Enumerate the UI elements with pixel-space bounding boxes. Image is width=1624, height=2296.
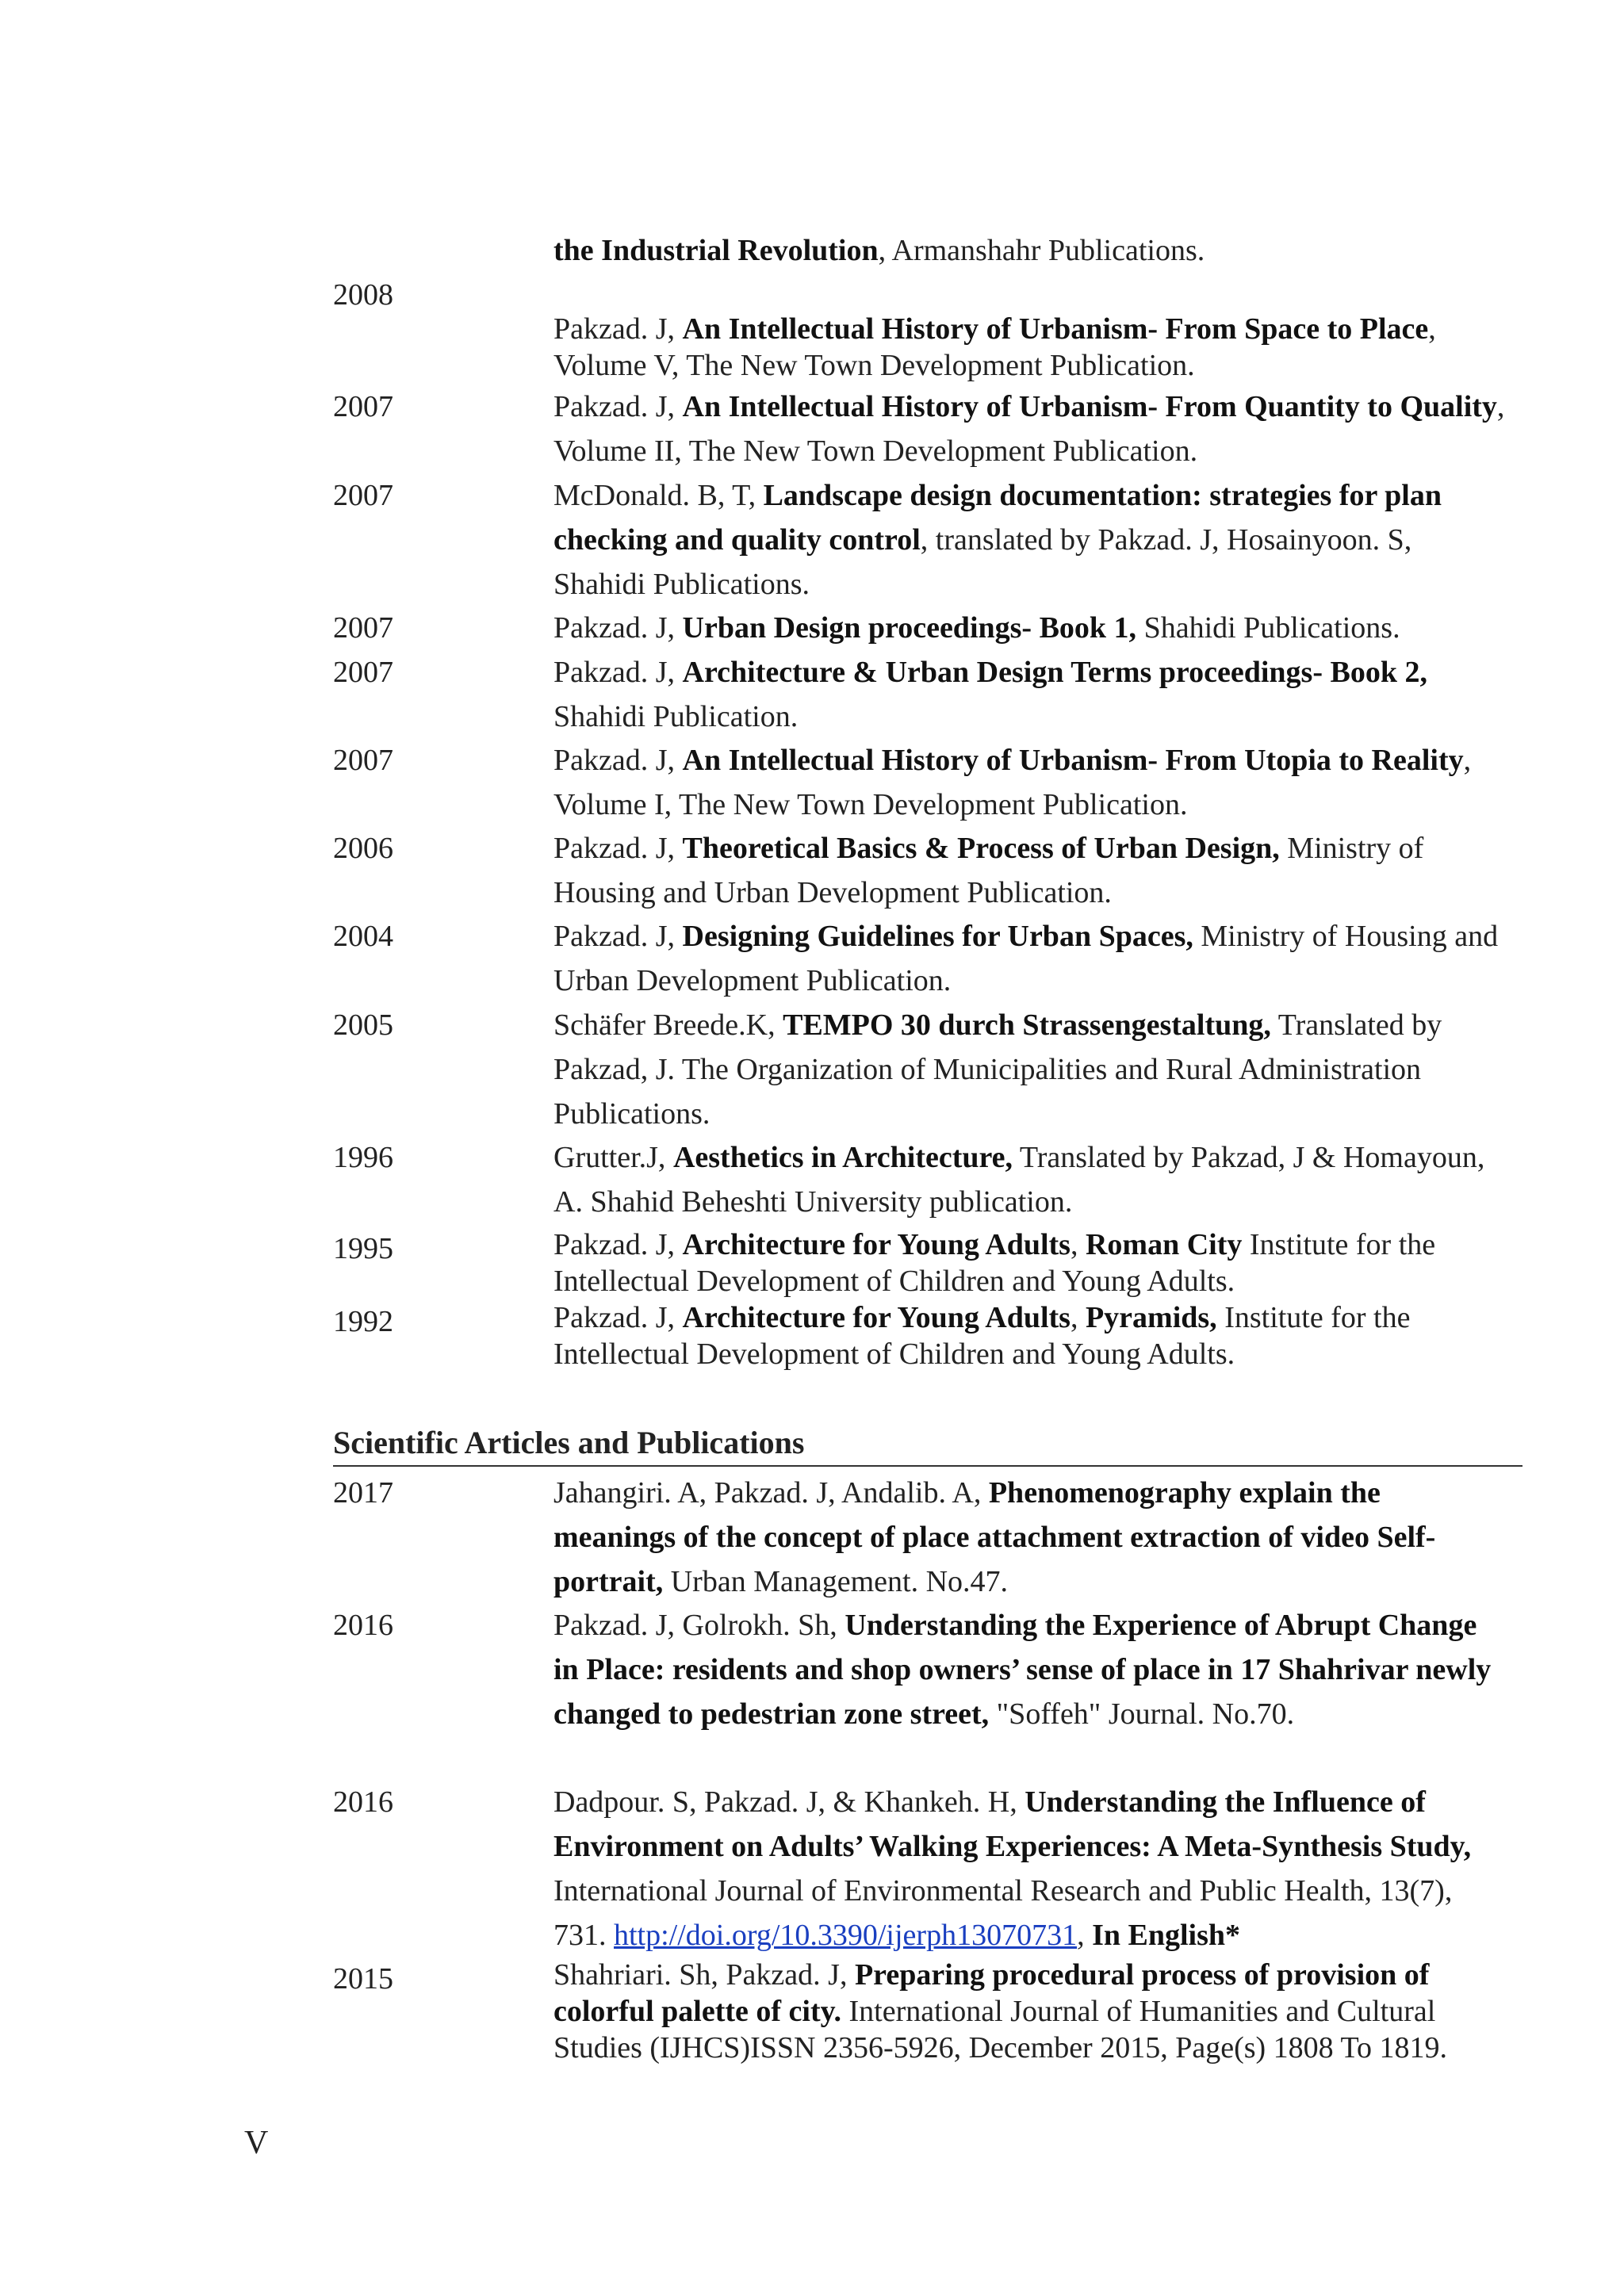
entry-title: Theoretical Basics & Process of Urban Design,	[682, 832, 1280, 865]
entry-text	[553, 650, 1509, 739]
entry-detail: Shahriari. Sh, Pakzad. J,	[553, 1958, 855, 1992]
entry-text	[553, 914, 1509, 1003]
entry-text	[553, 385, 1509, 473]
entry-text	[553, 1003, 1509, 1136]
entry-title: Landscape design documentation: strategies for plan checking and quality control	[553, 479, 1442, 557]
entry-title: Preparing procedural process of provision of colorful palette of city.	[553, 1958, 1430, 2028]
entry-detail: , translated by Pakzad. J, Hosainyoon. S, Shahidi Publications.	[553, 523, 1412, 601]
entry-detail: Pakzad. J,	[553, 611, 683, 645]
entry-text	[553, 1471, 1509, 1604]
entry-year: 1992	[333, 1305, 393, 1338]
entry-title: Architecture for Young Adults	[682, 1228, 1071, 1261]
section-heading: Scientific Articles and Publications	[333, 1421, 1522, 1467]
entry-detail: , Volume V, The New Town Development Publication.	[553, 312, 1436, 382]
entry-detail: , Armanshahr Publications.	[878, 234, 1205, 267]
entry-detail: Pakzad. J,	[553, 1301, 683, 1334]
entry-detail: McDonald. B, T,	[553, 479, 764, 512]
entry-year: 2017	[333, 1476, 393, 1510]
entry-detail: "Soffeh" Journal. No.70.	[989, 1697, 1295, 1731]
entry-title: Architecture for Young Adults	[682, 1301, 1071, 1334]
entry-detail: Jahangiri. A, Pakzad. J, Andalib. A,	[553, 1476, 989, 1510]
entry-title: Architecture & Urban Design Terms proceedings- Book 2,	[682, 656, 1427, 689]
entry-title: the Industrial Revolution	[553, 234, 879, 267]
entry-title: Aesthetics in Architecture,	[672, 1141, 1013, 1174]
entry-title: Understanding the Experience of Abrupt Change in Place: residents and shop owners’ sense of place in 17 Shahrivar newly changed to pedestrian zone street,	[553, 1609, 1492, 1731]
entry-text	[553, 228, 1509, 273]
entry-text	[553, 1957, 1509, 2066]
entry-text	[553, 1135, 1509, 1224]
doi-link[interactable]: http://doi.org/10.3390/ijerph13070731	[614, 1919, 1078, 1952]
entry-detail: Pakzad. J,	[553, 1228, 683, 1261]
entry-year: 2015	[333, 1962, 393, 1996]
entry-detail: , Volume I, The New Town Development Publication.	[553, 744, 1472, 821]
entry-year: 2007	[333, 611, 393, 645]
entry-detail: Shahidi Publications.	[1136, 611, 1400, 645]
entry-text	[553, 311, 1509, 384]
entry-detail: Urban Management. No.47.	[663, 1565, 1009, 1598]
entry-text	[553, 606, 1509, 650]
entry-title: Phenomenography explain the meanings of the concept of place attachment extraction of video Self-portrait,	[553, 1476, 1436, 1598]
entry-detail: , Volume II, The New Town Development Publication.	[553, 390, 1505, 468]
entry-year: 2007	[333, 390, 393, 423]
entry-detail: International Journal of Humanities and Cultural Studies (IJHCS)ISSN 2356-5926, December 2015, Page(s) 1808 To 1819.	[553, 1995, 1448, 2064]
entry-detail: ,	[1070, 1228, 1086, 1261]
entry-detail: Institute for the Intellectual Development of Children and Young Adults.	[553, 1301, 1411, 1371]
entry-detail: Institute for the Intellectual Development of Children and Young Adults.	[553, 1228, 1436, 1298]
entry-year: 2006	[333, 832, 393, 865]
entry-title: Pyramids,	[1085, 1301, 1217, 1334]
entry-detail: Pakzad. J,	[553, 744, 683, 777]
entry-title: Understanding the Influence of Environment on Adults’ Walking Experiences: A Meta-Synthesis Study,	[553, 1785, 1472, 1863]
entry-year: 2016	[333, 1785, 393, 1819]
page-number: V	[244, 2125, 269, 2161]
entry-text	[553, 1780, 1509, 1957]
entry-year: 2007	[333, 479, 393, 512]
entry-detail: Translated by Pakzad, J. The Organization of Municipalities and Rural Administration Publications.	[553, 1008, 1442, 1131]
entry-detail: Ministry of Housing and Urban Development Publication.	[553, 920, 1499, 997]
entry-year: 2016	[333, 1609, 393, 1642]
entry-title: An Intellectual History of Urbanism- From Space to Place	[682, 312, 1429, 346]
entry-text	[553, 1603, 1509, 1736]
entry-title: An Intellectual History of Urbanism- From Utopia to Reality	[682, 744, 1464, 777]
entry-text	[553, 1226, 1509, 1299]
entry-year: 2005	[333, 1008, 393, 1042]
entry-detail: Pakzad. J,	[553, 312, 683, 346]
entry-year: 2008	[333, 278, 393, 312]
entry-detail: Ministry of Housing and Urban Development Publication.	[553, 832, 1424, 909]
entry-title: An Intellectual History of Urbanism- From Quantity to Quality	[682, 390, 1497, 423]
entry-detail: Dadpour. S, Pakzad. J, & Khankeh. H,	[553, 1785, 1025, 1819]
entry-year: 1996	[333, 1141, 393, 1174]
entry-title: Urban Design proceedings- Book 1,	[682, 611, 1137, 645]
entry-title: In English*	[1092, 1919, 1241, 1952]
entry-detail: Pakzad. J,	[553, 390, 683, 423]
entry-year: 1995	[333, 1232, 393, 1265]
entry-detail: Translated by Pakzad, J & Homayoun, A. Shahid Beheshti University publication.	[553, 1141, 1485, 1219]
entry-year: 2007	[333, 744, 393, 777]
entry-title: Designing Guidelines for Urban Spaces,	[682, 920, 1193, 953]
entry-detail: Shahidi Publication.	[553, 700, 799, 733]
entry-detail: Pakzad. J,	[553, 832, 683, 865]
entry-title: TEMPO 30 durch Strassengestaltung,	[783, 1008, 1271, 1042]
entry-detail: International Journal of Environmental Research and Public Health, 13(7), 731.	[553, 1874, 1453, 1952]
entry-text	[553, 1299, 1509, 1372]
entry-text	[553, 473, 1509, 607]
entry-text	[553, 738, 1509, 827]
entry-text	[553, 826, 1509, 915]
entry-detail: Schäfer Breede.K,	[553, 1008, 783, 1042]
entry-detail: ,	[1077, 1919, 1093, 1952]
entry-title: Roman City	[1085, 1228, 1243, 1261]
entry-detail: Pakzad. J,	[553, 920, 683, 953]
entry-detail: ,	[1070, 1301, 1086, 1334]
entry-detail: Pakzad. J, Golrokh. Sh,	[553, 1609, 845, 1642]
entry-detail: Grutter.J,	[553, 1141, 673, 1174]
entry-year: 2004	[333, 920, 393, 953]
entry-year: 2007	[333, 656, 393, 689]
entry-detail: Pakzad. J,	[553, 656, 683, 689]
